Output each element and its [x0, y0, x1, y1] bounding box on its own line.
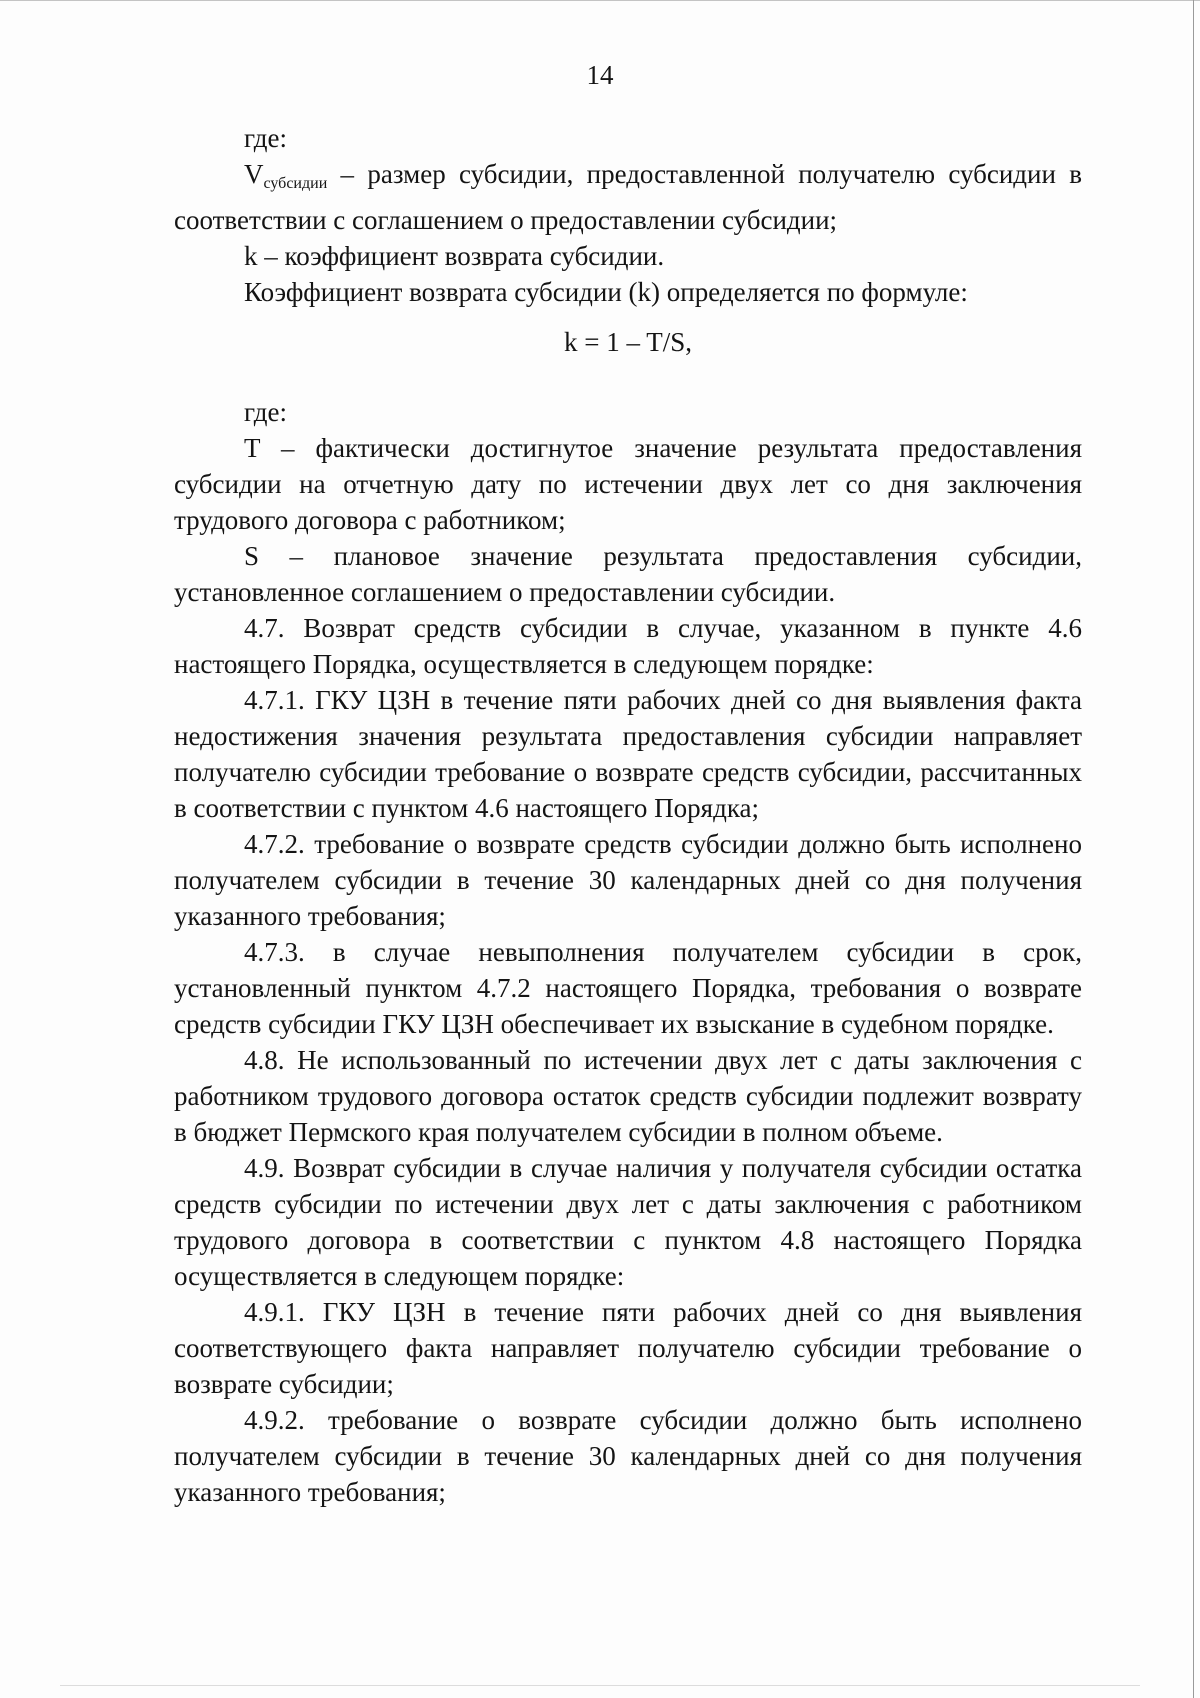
formula: k = 1 – T/S, [564, 327, 692, 357]
paragraph-k-definition: k – коэффициент возврата субсидии. [244, 241, 665, 271]
paragraph-t-definition: T – фактически достигнутое значение результата предоставления субсидии на отчетную дату по истечении двух лет со дня заключения трудового договора с работником; [174, 433, 1082, 535]
scan-right-edge [1193, 0, 1194, 1698]
paragraph-4-7: 4.7. Возврат средств субсидии в случае, указанном в пункте 4.6 настоящего Порядка, осуществляется в следующем порядке: [174, 613, 1082, 679]
page-number: 14 [586, 60, 614, 90]
paragraph-4-7-1: 4.7.1. ГКУ ЦЗН в течение пяти рабочих дней со дня выявления факта недостижения значения результата предоставления субсидии направляет получателю субсидии требование о возврате средств субсидии, рассчитанных в соответствии с пунктом 4.6 настоящего Порядка; [174, 685, 1082, 823]
v-subscript: субсидии [263, 175, 328, 192]
paragraph-4-7-2: 4.7.2. требование о возврате средств субсидии должно быть исполнено получателем субсидии в течение 30 календарных дней со дня получения указанного требования; [174, 829, 1082, 931]
paragraph-4-9: 4.9. Возврат субсидии в случае наличия у получателя субсидии остатка средств субсидии по истечении двух лет с даты заключения с работником трудового договора в соответствии с пунктом 4.8 настоящего Порядка осуществляется в следующем порядке: [174, 1153, 1082, 1291]
paragraph-gde-1: где: [244, 123, 287, 153]
paragraph-4-8: 4.8. Не использованный по истечении двух лет с даты заключения с работником трудового договора остаток средств субсидии подлежит возврату в бюджет Пермского края получателем субсидии в полном объеме. [174, 1045, 1082, 1147]
paragraph-4-7-3: 4.7.3. в случае невыполнения получателем субсидии в срок, установленный пунктом 4.7.2 настоящего Порядка, требования о возврате средств субсидии ГКУ ЦЗН обеспечивает их взыскание в судебном порядке. [174, 937, 1082, 1039]
paragraph-4-9-1: 4.9.1. ГКУ ЦЗН в течение пяти рабочих дней со дня выявления соответствующего факта направляет получателю субсидии требование о возврате субсидии; [174, 1297, 1082, 1399]
scan-top-edge [0, 0, 1200, 1]
v-symbol: V [244, 159, 264, 189]
paragraph-gde-2: где: [244, 397, 287, 427]
paragraph-v-definition [174, 156, 1082, 238]
paragraph-4-9-2: 4.9.2. требование о возврате субсидии должно быть исполнено получателем субсидии в течение 30 календарных дней со дня получения указанного требования; [174, 1405, 1082, 1507]
document-body [174, 120, 1082, 1510]
scan-bottom-edge [60, 1685, 1140, 1686]
v-definition-text: – размер субсидии, предоставленной получателю субсидии в соответствии с соглашением о предоставлении субсидии; [174, 159, 1082, 235]
paragraph-s-definition: S – плановое значение результата предоставления субсидии, установленное соглашением о предоставлении субсидии. [174, 541, 1082, 607]
paragraph-k-intro: Коэффициент возврата субсидии (k) определяется по формуле: [244, 277, 968, 307]
